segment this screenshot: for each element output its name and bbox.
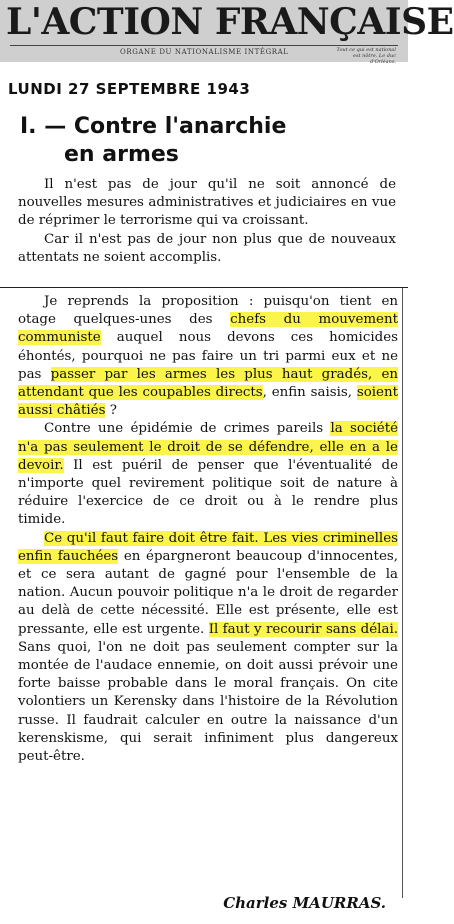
text-run: ?: [105, 403, 117, 419]
text-run: Il est puéril de penser que l'éventualité de n'importe quel revirement politique soit de nature à réduire l'exercice de ce droit ou à le rendre plus timide.: [18, 457, 398, 528]
highlighted-text: soient aussi châtiés: [18, 385, 398, 419]
headline-line-1: I. — Contre l'anarchie: [20, 114, 287, 139]
intro-paragraph-1: Il n'est pas de jour qu'il ne soit annoncé de nouvelles mesures administratives et judiciaires en vue de réprimer le terrorisme qui va croissant.: [18, 177, 396, 229]
text-run: Je reprends la proposition : puisqu'on tient en otage quelques-unes des: [18, 294, 398, 328]
section-divider: [0, 287, 408, 288]
newspaper-motto: Tout ce qui est national est nôtre. Le duc d'Orléans.: [336, 47, 396, 65]
text-run: en épargneront beaucoup d'innocentes, et ce sera autant de gagné pour l'ensemble de la nation. Aucun pouvoir politique n'a le droit de regarder au delà de cette nécessité. Elle est présente, elle est pressante, elle est urgente.: [18, 548, 398, 637]
highlighted-text: Il faut y recourir sans délai.: [208, 621, 398, 637]
body-paragraph-1: [18, 293, 398, 420]
column-rule: [402, 288, 403, 898]
issue-date: LUNDI 27 SEPTEMBRE 1943: [8, 80, 251, 98]
intro-paragraph-2: Car il n'est pas de jour non plus que de nouveaux attentats ne soient accomplis.: [18, 231, 396, 265]
highlighted-text: Ce qu'il faut faire doit être fait. Les vies criminelles enfin fauchées: [18, 530, 398, 564]
text-run: Contre une épidémie de crimes pareils: [44, 421, 331, 437]
highlighted-text: passer par les armes les plus haut gradés, en attendant que les coupables directs: [18, 366, 399, 401]
article-body: [18, 293, 398, 766]
author-signature: Charles MAURRAS.: [223, 894, 386, 912]
text-run: auquel nous devons ces homicides éhontés, pourquoi ne pas faire un tri parmi eux et ne pas: [18, 330, 398, 382]
newspaper-title: L'ACTION FRANÇAISE: [6, 1, 454, 43]
masthead-rule: [10, 45, 398, 46]
masthead: [0, 0, 454, 65]
article-headline: [20, 113, 400, 169]
highlighted-text: chefs du mouvement communiste: [18, 312, 398, 346]
text-run: , enfin saisis,: [262, 385, 357, 401]
headline-line-2: en armes: [64, 142, 179, 167]
text-run: Sans quoi, l'on ne doit pas seulement compter sur la montée de l'audace ennemie, on doit aussi prévoir une forte baisse probable dans le moral français. On cite volontiers un Kerensky dans l'histoire de la Révolution russe. Il faudrait calculer en outre la naissance d'un kerenskisme, qui serait infiniment plus dangereux peut-être.: [18, 639, 398, 765]
body-paragraph-3: [18, 530, 398, 767]
highlighted-text: la société n'a pas seulement le droit de se défendre, elle en a le devoir.: [18, 421, 398, 473]
newspaper-subtitle: ORGANE DU NATIONALISME INTÉGRAL: [120, 48, 289, 56]
body-paragraph-2: [18, 420, 398, 529]
intro-text: [18, 176, 396, 267]
